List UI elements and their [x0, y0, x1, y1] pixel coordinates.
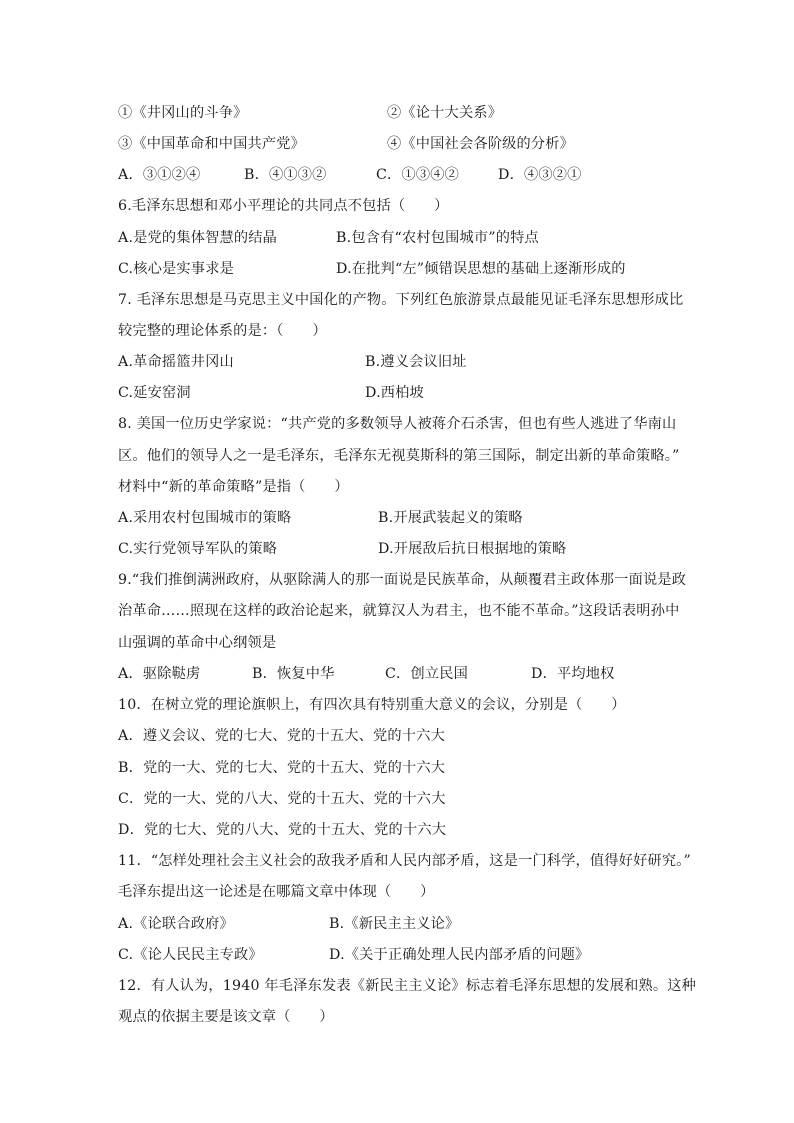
prev-option-a: A．③①②④ — [118, 167, 201, 183]
q9-option-b: B．恢复中华 — [252, 666, 335, 682]
q6-stem: 6.毛泽东思想和邓小平理论的共同点不包括（ ） — [118, 198, 449, 214]
q11-option-b: B.《新民主主义论》 — [329, 916, 460, 932]
q7-option-c: C.延安窑洞 — [118, 385, 191, 401]
q9-option-c: C．创立民国 — [385, 666, 468, 682]
prev-item-3: ③《中国革命和中国共产党》 — [118, 136, 306, 152]
q7-option-b: B.遵义会议旧址 — [365, 354, 467, 370]
q9-option-d: D．平均地权 — [531, 666, 615, 682]
q11-option-c: C.《论人民民主专政》 — [118, 947, 263, 963]
prev-item-1: ①《井冈山的斗争》 — [118, 105, 248, 121]
q9-stem-line-2: 治革命……照现在这样的政治论起来，就算汉人为君主，也不能不革命。”这段话表明孙中 — [118, 603, 680, 619]
q6-option-d: D.在批判“左”倾错误思想的基础上逐渐形成的 — [336, 261, 626, 277]
prev-item-4: ④《中国社会各阶级的分析》 — [387, 136, 575, 152]
q12-stem-line-2: 观点的依据主要是该文章（ ） — [118, 1009, 334, 1025]
q10-option-d: D．党的七大、党的八大、党的十五大、党的十六大 — [118, 822, 447, 838]
q10-option-a: A．遵义会议、党的七大、党的十五大、党的十六大 — [118, 728, 445, 744]
q6-option-b: B.包含有“农村包围城市”的特点 — [336, 230, 539, 246]
q8-option-a: A.采用农村包围城市的策略 — [118, 510, 292, 526]
q6-option-c: C.核心是实事求是 — [118, 261, 234, 277]
q11-option-d: D.《关于正确处理人民内部矛盾的问题》 — [329, 947, 590, 963]
prev-item-row-1 — [118, 103, 503, 123]
q11-stem-line-1: 11．“怎样处理社会主义社会的敌我矛盾和人民内部矛盾，这是一门科学，值得好好研究。” — [118, 853, 691, 869]
q8-stem-line-3: 材料中“新的革命策略”是指（ ） — [118, 479, 349, 495]
q8-option-b: B.开展武装起义的策略 — [378, 510, 523, 526]
q9-stem-line-1: 9.“我们推倒满洲政府，从驱除满人的那一面说是民族革命，从颠覆君主政体那一面说是政 — [118, 572, 687, 588]
q7-option-d: D.西柏坡 — [365, 385, 424, 401]
prev-option-d: D．④③②① — [498, 167, 582, 183]
q11-stem-line-2: 毛泽东提出这一论述是在哪篇文章中体现（ ） — [118, 884, 435, 900]
q8-stem-line-2: 区。他们的领导人之一是毛泽东，毛泽东无视莫斯科的第三国际，制定出新的革命策略。” — [118, 448, 680, 464]
q8-option-d: D.开展敌后抗日根据地的策略 — [378, 541, 567, 557]
q10-option-b: B．党的一大、党的七大、党的十五大、党的十六大 — [118, 760, 446, 776]
q10-stem: 10．在树立党的理论旗帜上，有四次具有特别重大意义的会议，分别是（ ） — [118, 697, 626, 713]
q8-stem-line-1: 8. 美国一位历史学家说：“共产党的多数领导人被蒋介石杀害，但也有些人逃进了华南山 — [118, 416, 677, 432]
prev-item-row-2 — [118, 134, 575, 154]
q7-stem-line-2: 较完整的理论体系的是：（ ） — [118, 323, 327, 339]
q10-option-c: C．党的一大、党的八大、党的十五大、党的十六大 — [118, 791, 446, 807]
q9-stem-line-3: 山强调的革命中心纲领是 — [118, 635, 277, 651]
q11-option-a: A.《论联合政府》 — [118, 916, 234, 932]
q9-option-a: A．驱除鞑虏 — [118, 666, 201, 682]
q8-option-c: C.实行党领导军队的策略 — [118, 541, 278, 557]
prev-item-2: ②《论十大关系》 — [387, 105, 503, 121]
q12-stem-line-1: 12．有人认为，1940 年毛泽东发表《新民主主义论》标志着毛泽东思想的发展和熟。这种 — [118, 978, 697, 994]
q6-option-a: A.是党的集体智慧的结晶 — [118, 230, 278, 246]
prev-option-b: B．④①③② — [244, 167, 327, 183]
q7-stem-line-1: 7. 毛泽东思想是马克思主义中国化的产物。下列红色旅游景点最能见证毛泽东思想形成比 — [118, 292, 684, 308]
prev-option-c: C．①③④② — [376, 167, 459, 183]
q7-option-a: A.革命摇篮井冈山 — [118, 354, 234, 370]
